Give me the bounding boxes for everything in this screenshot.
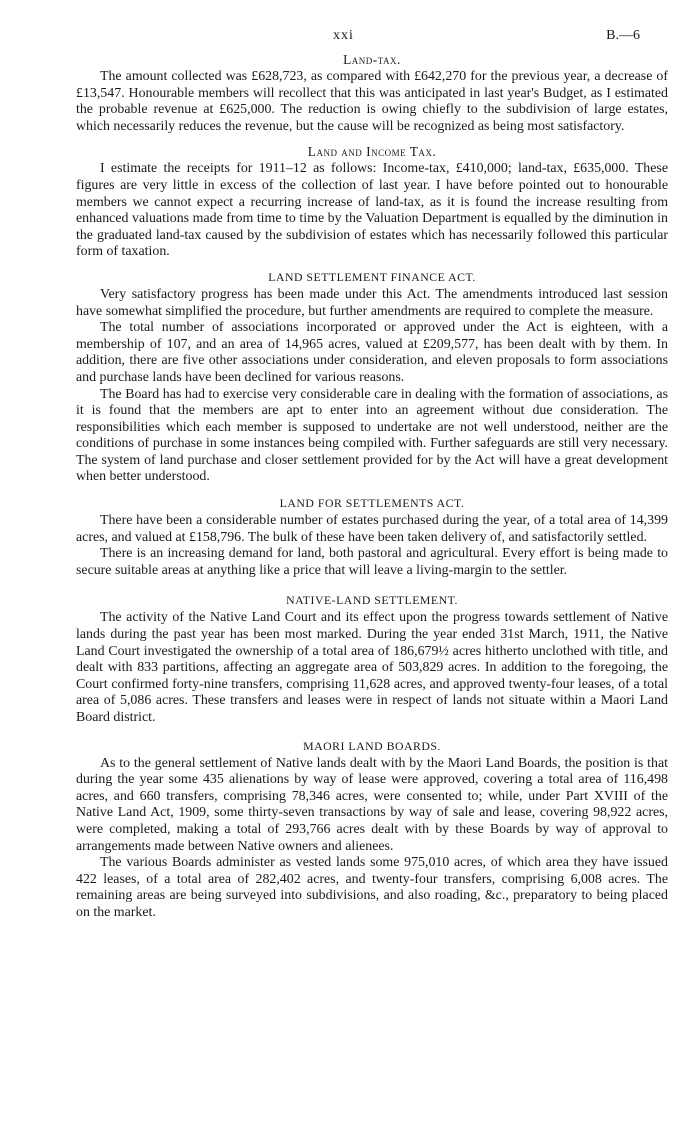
section-land-for-settlements-act xyxy=(76,494,668,579)
paragraph: There is an increasing demand for land, both pastoral and agricultural. Every effort is being made to secure suitable areas at anything like a price that will leave a living-margin to the settler. xyxy=(76,546,668,578)
document-body xyxy=(76,50,668,932)
paragraph: The total number of associations incorporated or approved under the Act is eighteen, with a membership of 107, and an area of 14,965 acres, valued at £209,577, has been dealt with by them. In addition, there are five other associations under consideration, and eleven proposals to form associations and purchase lands have been declined for various reasons. xyxy=(76,320,668,385)
section-heading: LAND SETTLEMENT FINANCE ACT. xyxy=(268,269,476,284)
paragraph: The Board has had to exercise very considerable care in dealing with the formation of associations, as it is found that the members are apt to enter into an agreement without due consideration. The responsibilities which each member is supposed to undertake are not well understood, neither are the conditions of purchase in some instances being compiled with. Further safeguards are still very necessary. The system of land purchase and closer settlement provided for by the Act will have a great development when better understood. xyxy=(76,386,668,485)
paragraph: Very satisfactory progress has been made under this Act. The amendments introduced last session have somewhat simplified the procedure, but further amendments are required to complete the measure. xyxy=(76,286,668,319)
page-number: xxi xyxy=(333,28,354,43)
section-land-and-income-tax xyxy=(76,142,668,261)
paragraph: The amount collected was £628,723, as compared with £642,270 for the previous year, a decrease of £13,547. Honourable members will recollect that this was anticipated in last year's Budget, as I estimated the probable revenue at £625,000. The reduction is owing chiefly to the subdivision of large estates, which necessarily reduces the revenue, but the cause will be recognized as being most satisfactory. xyxy=(76,69,668,134)
section-heading: LAND FOR SETTLEMENTS ACT. xyxy=(279,496,465,511)
section-heading: Land and Income Tax. xyxy=(307,144,437,160)
section-land-tax xyxy=(76,50,668,135)
paragraph: I estimate the receipts for 1911–12 as follows: Income-tax, £410,000; land-tax, £635,000. These figures are very little in excess of the collection of last year. I have before pointed out to honourable members we cannot expect a recurring increase of land-tax, as it is found the increase resulting from enhanced valuations made from time to time by the Valuation Department is equalled by the diminution in the graduated land-tax caused by the subdivision of estates which has necessarily followed this particular form of taxation. xyxy=(76,161,668,260)
section-heading: MAORI LAND BOARDS. xyxy=(303,738,441,753)
section-land-settlement-finance-act xyxy=(76,268,668,486)
paragraph: There have been a considerable number of estates purchased during the year, of a total area of 14,399 acres, and valued at £158,796. The bulk of these have been taken delivery of, and satisfactorily settled. xyxy=(76,513,668,545)
section-maori-land-boards xyxy=(76,737,668,922)
section-heading: Land-tax. xyxy=(343,52,401,67)
paragraph: The activity of the Native Land Court and its effect upon the progress towards settlement of Native lands during the past year has been most marked. During the year ended 31st March, 1911, the Native Land Court investigated the ownership of a total area of 186,679½ acres hitherto unclothed with title, and dealt with 833 partitions, affecting an aggregate area of 503,829 acres. In addition to the foregoing, the Court confirmed forty-nine transfers, comprising 11,628 acres, and approved twenty-four leases, of a total area of 5,086 acres. These transfers and leases were in respect of lands not situate within a Maori Land Board district. xyxy=(76,610,668,725)
paragraph: The various Boards administer as vested lands some 975,010 acres, of which area they have issued 422 leases, of a total area of 282,402 acres, and twenty-four transfers, comprising 6,008 acres. The remaining areas are being surveyed into subdivisions, and also roading, &c., preparatory to being placed on the market. xyxy=(76,855,668,920)
paragraph: As to the general settlement of Native lands dealt with by the Maori Land Boards, the position is that during the year some 435 alienations by way of lease were approved, covering a total area of 116,498 acres, and 660 transfers, comprising 78,346 acres, were consented to; while, under Part XVIII of the Native Land Act, 1909, some thirty-seven transactions by way of sale and lease, covering 98,922 acres, were completed, making a total of 293,766 acres dealt with by these Boards by way of approval to arrangements made between Native owners and alienees. xyxy=(76,755,668,854)
section-native-land-settlement xyxy=(76,591,668,726)
page-header xyxy=(0,28,700,48)
section-heading: NATIVE-LAND SETTLEMENT. xyxy=(286,593,458,608)
document-reference: B.—6 xyxy=(606,28,640,43)
